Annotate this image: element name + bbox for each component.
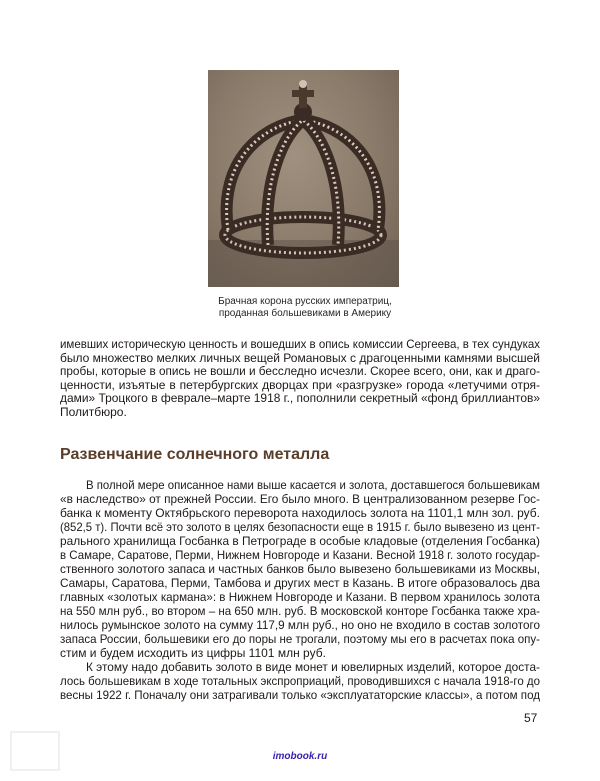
text-line-content: В полной мере описанное нами выше касается и золота, доставшегося большевикам bbox=[86, 478, 540, 492]
text-line-content: весны 1922 г. Поначалу они затрагивали только «эксплуататорские классы», а потом под bbox=[60, 688, 540, 702]
text-line bbox=[60, 534, 540, 548]
text-line-content: стим и будем исходить из цифры 1101 млн руб. bbox=[60, 646, 326, 660]
crown-photo bbox=[208, 70, 399, 287]
text-line bbox=[60, 392, 540, 406]
caption-line: проданная большевиками в Америку bbox=[218, 308, 392, 319]
text-line bbox=[60, 604, 540, 618]
text-line bbox=[60, 478, 540, 492]
text-line bbox=[60, 379, 540, 393]
text-line-content: на 550 млн руб., во втором – на 650 млн. руб. В московской конторе Госбанка также хра- bbox=[60, 604, 540, 618]
text-line-content: Политбюро. bbox=[60, 404, 127, 419]
text-line bbox=[60, 562, 540, 576]
text-line bbox=[60, 492, 540, 506]
text-line bbox=[60, 632, 540, 646]
text-line bbox=[60, 576, 540, 590]
text-line-content: банка к моменту Октябрьского переворота находилось золота на 1101,1 млн зол. руб. bbox=[60, 506, 540, 520]
crown-illustration bbox=[208, 70, 399, 287]
text-line-content: в Самаре, Саратове, Перми, Нижнем Новгороде и Казани. Весной 1918 г. золото государ- bbox=[60, 548, 540, 562]
text-line-content: ценности, изъятые в петербургских дворцах при «разгрузке» города «летучими отря- bbox=[60, 377, 540, 392]
text-line bbox=[60, 406, 540, 420]
text-line-content: имевших историческую ценность и вошедших в опись комиссии Сергеева, в тех сундуках bbox=[60, 337, 540, 351]
footer-site-link[interactable]: imobook.ru bbox=[272, 751, 328, 762]
caption-line: Брачная корона русских императриц, bbox=[218, 296, 392, 307]
text-line bbox=[60, 660, 540, 674]
text-line bbox=[60, 365, 540, 379]
paragraph-2 bbox=[60, 478, 540, 702]
text-line-content: нилось румынское золото на сумму 117,9 млн руб., но оно не входило в состав золотого bbox=[60, 618, 540, 632]
text-line bbox=[60, 520, 540, 534]
page-number: 57 bbox=[524, 711, 538, 725]
section-heading: Развенчание солнечного металла bbox=[60, 446, 330, 463]
text-line bbox=[60, 618, 540, 632]
text-line bbox=[60, 352, 540, 366]
paragraph-1 bbox=[60, 338, 540, 419]
text-line bbox=[60, 646, 540, 660]
text-line-content: главных «золотых кармана»: в Нижнем Новгороде и Казани. В первом хранилось золота bbox=[60, 590, 540, 604]
text-line bbox=[60, 548, 540, 562]
text-line bbox=[60, 590, 540, 604]
text-line-content: пробы, которые в опись не вошли и бесследно исчезли. Скорее всего, они, как и драго- bbox=[60, 364, 540, 378]
text-line-content: было множество мелких личных вещей Романовых с драгоценными камнями высшей bbox=[60, 350, 540, 365]
text-line-content: дами» Троцкого в феврале–марте 1918 г., пополнили секретный «фонд бриллиантов» bbox=[60, 391, 540, 405]
figure-caption bbox=[160, 296, 450, 320]
text-line-content: лось большевикам в ходе тотальных экспроприаций, проводившихся с начала 1918-го до bbox=[60, 674, 540, 688]
text-line-content: «в наследство» от прежней России. Его было много. В централизованном резерве Гос- bbox=[60, 492, 540, 506]
text-line-content: запаса России, большевики его до поры не трогали, поэтому мы его в расчетах пока опу- bbox=[60, 632, 540, 646]
text-line bbox=[60, 506, 540, 520]
text-line bbox=[60, 674, 540, 688]
text-line bbox=[60, 338, 540, 352]
watermark-logo bbox=[10, 731, 60, 771]
text-line-content: Самары, Саратова, Перми, Тамбова и других мест в Казань. В итоге образовалось два bbox=[60, 576, 540, 590]
text-line-content: рального хранилища Госбанка в Петрограде в особые кладовые (отделения Госбанка) bbox=[60, 534, 540, 548]
text-line bbox=[60, 688, 540, 702]
text-line-content: (852,5 т). Почти всё это золото в целях безопасности еще в 1915 г. было вывезено из цент- bbox=[60, 520, 540, 534]
text-line-content: ственного золотого запаса и частных банков было вывезено большевиками из Москвы, bbox=[60, 562, 540, 576]
text-line-content: К этому надо добавить золото в виде монет и ювелирных изделий, которое доста- bbox=[86, 660, 540, 674]
